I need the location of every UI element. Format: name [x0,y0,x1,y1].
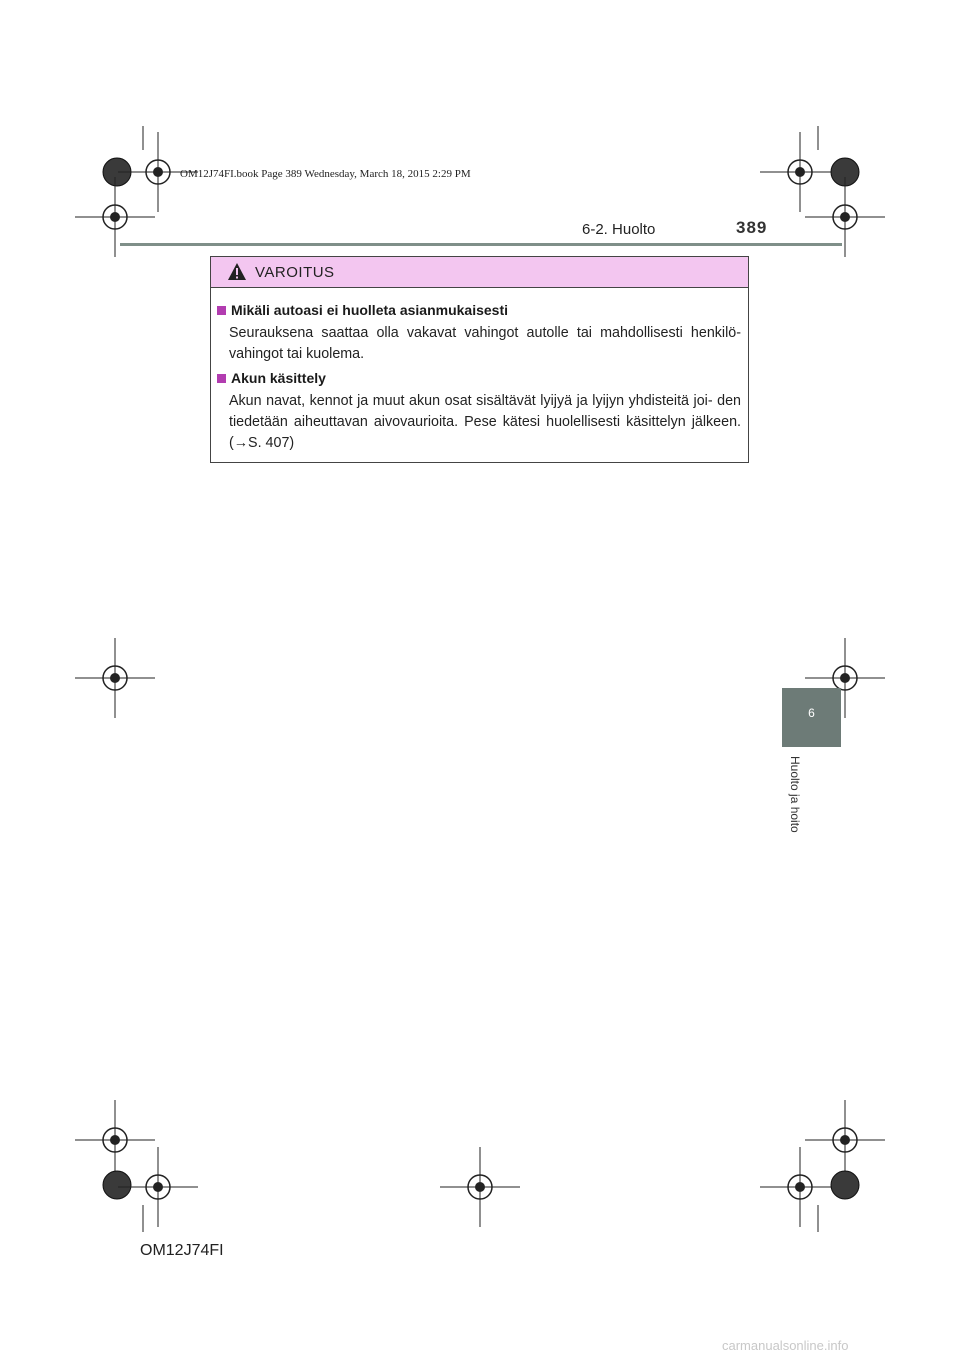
square-bullet-icon [217,306,226,315]
warning-header [211,257,748,288]
warning-triangle-icon [227,262,247,281]
file-header: OM12J74FI.book Page 389 Wednesday, March 18, 2015 2:29 PM [180,168,471,180]
warning-item [217,302,741,365]
chapter-number: 6 [808,706,815,720]
warning-box [210,256,749,463]
warning-item-heading: Akun käsittely [217,370,741,386]
warning-item-heading: Mikäli autoasi ei huolleta asianmukaisesti [217,302,741,318]
warning-title: VAROITUS [255,264,335,281]
warning-item-body: Akun navat, kennot ja muut akun osat sisältävät lyijyä ja lyijyn yhdisteitä joi- den tiedetään aiheuttavan aivovaurioita. Pese kätesi huolellisesti käsittelyn jälkeen. (→S. 407) [229,393,741,451]
warning-item [217,370,741,454]
square-bullet-icon [217,374,226,383]
header-rule [120,243,842,246]
warning-item-body: Seurauksena saattaa olla vakavat vahingot autolle tai mahdollisesti henkilö- vahingot tai kuolema. [229,325,741,362]
page-number: 389 [736,218,768,237]
watermark: carmanualsonline.info [722,1338,849,1353]
chapter-tab [782,688,841,747]
document-code: OM12J74FI [140,1242,224,1259]
section-title: 6-2. Huolto [582,221,656,238]
chapter-label: Huolto ja hoito [788,756,802,833]
